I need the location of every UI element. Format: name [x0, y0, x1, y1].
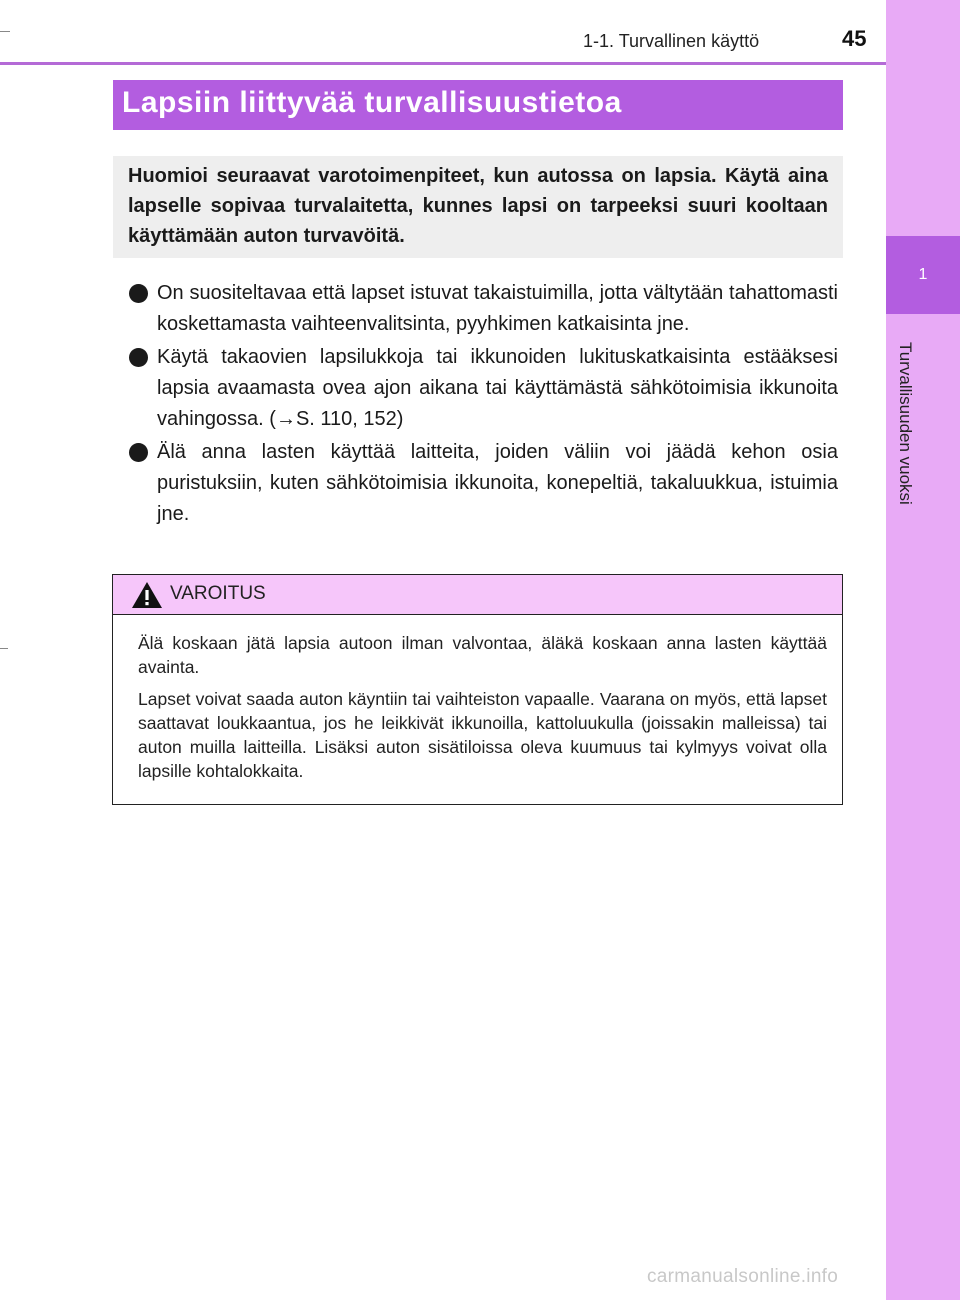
chapter-title: Turvallisuuden vuoksi: [896, 342, 915, 505]
warning-label: VAROITUS: [170, 583, 266, 604]
side-strip: [886, 0, 960, 1300]
warning-box: [112, 574, 843, 805]
section-title: Lapsiin liittyvää turvallisuustietoa: [122, 86, 622, 119]
watermark: carmanualsonline.info: [647, 1266, 839, 1287]
list-item: [128, 342, 838, 435]
list-item-text: On suositeltavaa että lapset istuvat takaistuimilla, jotta vältytään tahattomasti koskettamasta vaihteenvalitsinta, pyyhkimen katkaisinta jne.: [157, 282, 838, 335]
warning-paragraph: Lapset voivat saada auton käyntiin tai vaihteiston vapaalle. Vaarana on myös, että lapset saattavat loukkaantua, jos he leikkivät ikkunoilla, kattoluukulla (joissakin malleissa) tai auton muilla laitteilla. Lisäksi auton sisätiloissa oleva kuumuus tai kylmyys voivat olla lapsille kohtalokkaita.: [138, 689, 827, 781]
bullet-icon: [129, 284, 148, 303]
warning-body: [138, 631, 827, 791]
bullet-icon: [129, 348, 148, 367]
list-item-text: Käytä takaovien lapsilukkoja tai ikkunoiden lukituskatkaisinta estääksesi lapsia avaamasta ovea ajon aikana tai käyttämästä sähkötoimisia ikkunoita vahingossa. (→S. 110, 152): [157, 346, 838, 430]
precaution-list: [128, 278, 838, 532]
page-number: 45: [842, 26, 867, 51]
section-reference: 1-1. Turvallinen käyttö: [583, 31, 760, 51]
crop-mark: [0, 31, 10, 32]
intro-text: Huomioi seuraavat varotoimenpiteet, kun autossa on lapsia. Käytä aina lapselle sopivaa turvalaitetta, kunnes lapsi on tarpeeksi suuri kooltaan käyttämään auton turvavöitä.: [128, 165, 828, 247]
list-item-text: Älä anna lasten käyttää laitteita, joiden väliin voi jäädä kehon osia puristuksiin, kuten sähkötoimisia ikkunoita, konepeltiä, takaluukkua, istuimia jne.: [157, 441, 838, 525]
crop-mark: [0, 648, 8, 649]
intro-box: [113, 156, 843, 258]
warning-header: [113, 575, 842, 615]
header-divider: [0, 62, 886, 65]
bullet-icon: [129, 443, 148, 462]
list-item: [128, 437, 838, 530]
warning-triangle-icon: [131, 581, 163, 609]
chapter-number: 1: [918, 266, 928, 283]
warning-paragraph: Älä koskaan jätä lapsia autoon ilman valvontaa, äläkä koskaan anna lasten käyttää avainta.: [138, 633, 827, 677]
chapter-tab[interactable]: [886, 236, 960, 314]
list-item: [128, 278, 838, 340]
section-title-bar: [113, 80, 843, 130]
